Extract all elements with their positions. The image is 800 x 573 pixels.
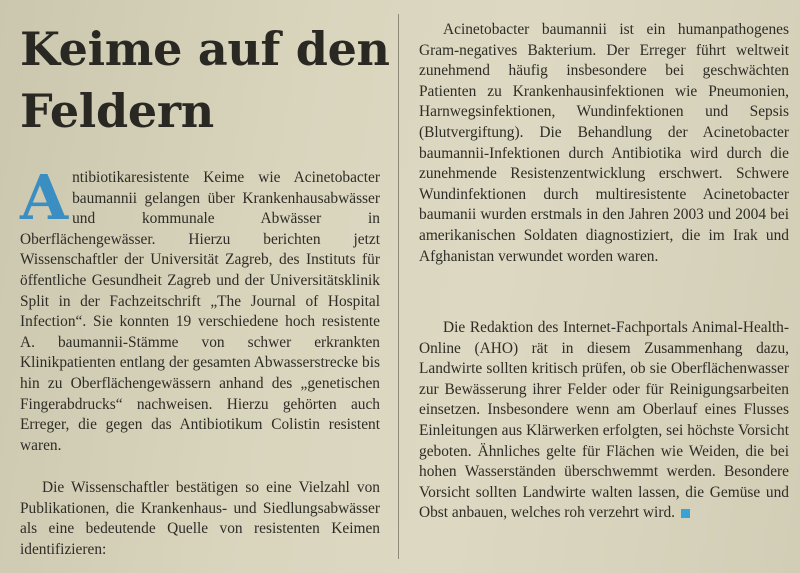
end-of-article-marker <box>681 509 690 518</box>
right-column <box>405 0 800 573</box>
intro-paragraph <box>20 161 380 456</box>
article-headline: Keime auf den Feldern <box>20 22 390 138</box>
second-paragraph: Die Wissenschaftler bestätigen so eine Vielzahl von Publikationen, die Krankenhaus- und Siedlungsabwässer als eine bedeutende Quelle von resistenten Keimen identifizieren: <box>20 479 380 558</box>
drop-cap: A <box>20 161 69 234</box>
recommendation-paragraph <box>419 318 789 524</box>
bacterium-paragraph: Acinetobacter baumannii ist ein humanpathogenes Gram-negatives Bakterium. Der Erreger führt weltweit zunehmend häufig insbesondere bei geschwächten Patienten zu Krankenhausinfektionen wie Pneumonien, Harnwegsinfektionen, Wundinfektionen und Sepsis (Blutvergiftung). Die Behandlung der Acinetobacter baumannii-Infektionen durch Antibiotika wird durch die zunehmende Resistenzentwicklung erschwert. Schwere Wundinfektionen durch multiresistente Acinetobacter baumanii wurden erstmals in den Jahren 2003 und 2004 bei amerikanischen Soldaten diagnostiziert, die im Irak und Afghanistan verwundet worden waren. <box>419 21 789 265</box>
recommendation-paragraph-text: Die Redaktion des Internet-Fachportals Animal-Health-Online (AHO) rät in diesem Zusammenhang dazu, Landwirte sollten kritisch prüfen, ob sie Oberflächenwasser zur Bewässerung ihrer Felder oder für Reinigungsarbeiten einsetzen. Insbesondere wenn am Oberlauf eines Flusses Einleitungen aus Klärwerken erfolgten, sei höchste Vorsicht geboten. Ähnliches gelte für Flächen wie Weiden, die bei hohen Wasserständen überschwemmt werden. Besondere Vorsicht sollten Landwirte walten lassen, die Gemüse und Obst anbauen, welches roh verzehrt wird. <box>419 319 789 522</box>
intro-paragraph-text: ntibiotikaresistente Keime wie Acinetobacter baumannii gelangen über Krankenhausabwässer und kommunale Abwässer in Oberflächengewässer. Hierzu berichten jetzt Wissenschaftler der Universität Zagreb, des Instituts für öffentliche Gesundheit Zagreb und der Universitätsklinik Split in der Fachzeitschrift „The Journal of Hospital Infection“. Sie konnten 19 verschiedene hoch resistente A. baumannii-Stämme von schwer erkrankten Klinikpatienten entlang der gesamten Abwasserstrecke bis hin zu Oberflächengewässern anhand des „genetischen Fingerabdrucks“ nachweisen. Hierzu gehörten auch Erreger, die gegen das Antibiotikum Colistin resistent waren. <box>20 169 380 454</box>
column-divider <box>398 14 399 559</box>
